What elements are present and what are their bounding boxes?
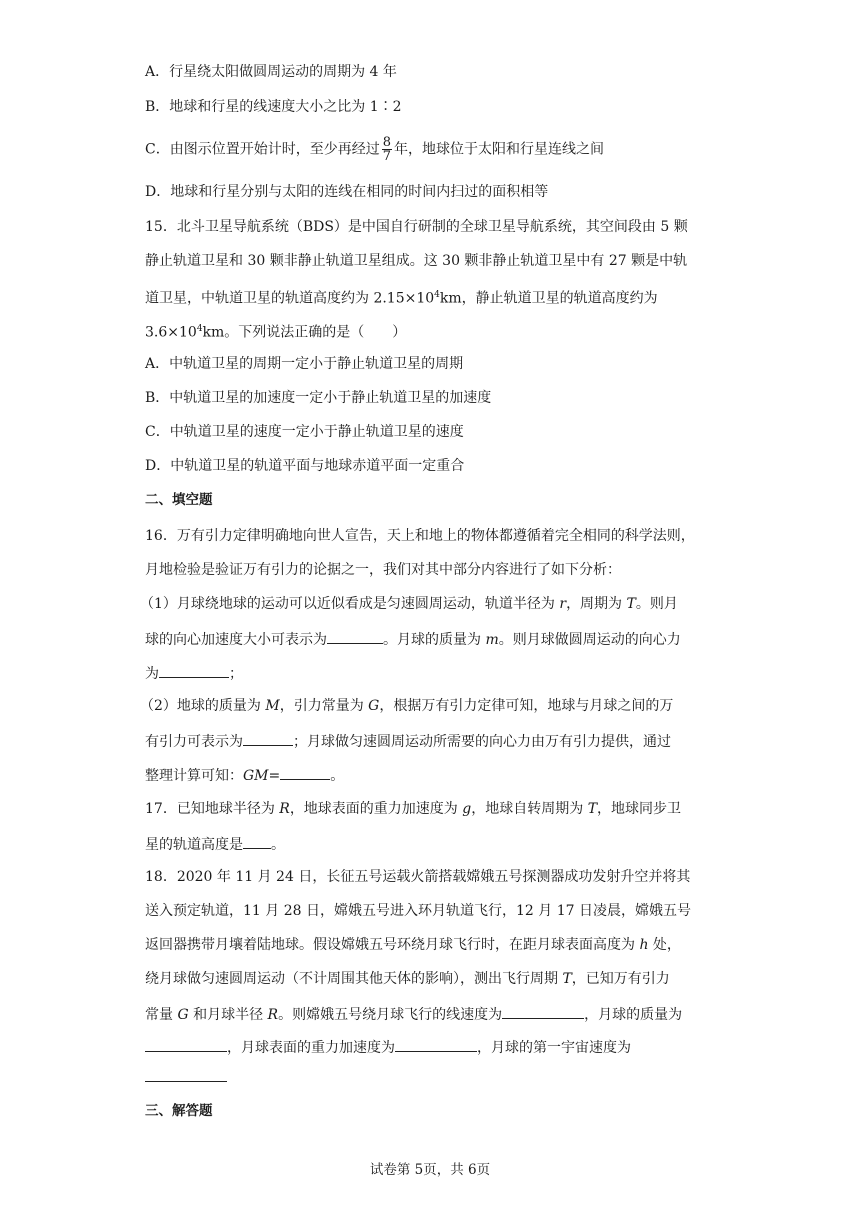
- answer-blank[interactable]: [243, 730, 293, 746]
- text: ，根据万有引力定律可知，地球与月球之间的万: [379, 698, 674, 714]
- q14-option-c-text: C．由图示位置开始计时，至少再经过: [145, 141, 380, 158]
- q17-stem-line2: [145, 833, 285, 855]
- text: ，周期为: [566, 596, 627, 612]
- text: 星的轨道高度是: [145, 837, 243, 853]
- answer-blank[interactable]: [145, 1066, 227, 1082]
- text: 。月球的质量为: [383, 632, 486, 648]
- variable: R: [267, 1007, 279, 1023]
- fraction-numerator: 8: [382, 135, 391, 150]
- text: 。则月: [635, 596, 678, 612]
- variable: G: [177, 1007, 189, 1023]
- q14-option-c-text-end: 年，地球位于太阳和行星连线之间: [394, 141, 604, 158]
- q18-stem-line7: [145, 1066, 227, 1088]
- text: ；月球做匀速圆周运动所需要的向心力由万有引力提供，通过: [293, 734, 671, 750]
- variable: m: [485, 632, 499, 648]
- text: km，静止轨道卫星的轨道高度约为: [439, 290, 658, 307]
- text: ，地球自转周期为: [471, 801, 588, 817]
- text: 处，: [648, 937, 681, 953]
- text: 道卫星，中轨道卫星的轨道高度约为 2.15×10: [145, 290, 435, 307]
- text: 3.6×10: [145, 324, 197, 341]
- text: 整理计算可知：: [145, 768, 243, 784]
- variable: T: [587, 801, 598, 817]
- text: 为: [145, 666, 159, 682]
- section-heading-fill-in: 二、填空题: [145, 492, 213, 508]
- q16-part2-line1: [140, 696, 673, 716]
- variable: GM: [243, 768, 269, 784]
- variable: T: [562, 971, 572, 987]
- q16-part2-line2: [145, 730, 671, 752]
- superscript: 4: [434, 290, 440, 300]
- answer-blank[interactable]: [395, 1036, 477, 1052]
- q16-stem-line2: 月地检验是验证万有引力的论据之一，我们对其中部分内容进行了如下分析：: [145, 562, 621, 578]
- variable: T: [626, 596, 636, 612]
- variable: G: [368, 698, 380, 714]
- variable: h: [639, 937, 649, 953]
- q15-option-b: B．中轨道卫星的加速度一定小于静止轨道卫星的加速度: [145, 390, 492, 406]
- q15-stem-line3: [145, 285, 658, 309]
- text: ，地球同步卫: [597, 801, 682, 817]
- text: 。: [330, 768, 345, 784]
- text: 有引力可表示为: [145, 734, 243, 750]
- q17-stem-line1: [145, 799, 681, 819]
- q15-stem-line1: 15．北斗卫星导航系统（BDS）是中国自行研制的全球卫星导航系统，其空间段由 5 颗: [145, 219, 688, 235]
- text: 绕月球做匀速圆周运动（不计周围其他天体的影响），测出飞行周期: [145, 971, 563, 987]
- text: ，已知万有引力: [571, 971, 670, 987]
- text: 返回器携带月壤着陆地球。假设嫦娥五号环绕月球飞行时，在距月球表面高度为: [145, 937, 640, 953]
- page-footer: 试卷第 5页，共 6页: [369, 1162, 491, 1178]
- text: ，引力常量为: [279, 698, 369, 714]
- text: 。则月球做圆周运动的向心力: [498, 632, 681, 648]
- answer-blank[interactable]: [327, 628, 383, 644]
- text: km。下列说法正确的是（ ）: [202, 324, 407, 341]
- q16-part2-line3: [145, 764, 344, 786]
- text: =: [268, 768, 281, 784]
- q16-stem-line1: 16．万有引力定律明确地向世人宣告，天上和地上的物体都遵循着完全相同的科学法则，: [145, 528, 695, 544]
- text: 常量: [145, 1007, 178, 1023]
- q15-option-c: C．中轨道卫星的速度一定小于静止轨道卫星的速度: [145, 424, 464, 440]
- answer-blank[interactable]: [145, 1036, 227, 1052]
- text: ，月球的质量为: [584, 1007, 683, 1023]
- q14-option-b: B．地球和行星的线速度大小之比为 1∶2: [145, 99, 402, 115]
- q18-stem-line4: [145, 969, 670, 989]
- answer-blank[interactable]: [280, 764, 330, 780]
- q14-option-d: D．地球和行星分别与太阳的连线在相同的时间内扫过的面积相等: [145, 184, 549, 200]
- text: ；: [229, 666, 243, 682]
- text: 17．已知地球半径为: [145, 801, 280, 817]
- q18-stem-line2: 送入预定轨道，11 月 28 日，嫦娥五号进入环月轨道飞行，12 月 17 日凌晨，嫦娥五号: [145, 903, 691, 919]
- q15-option-a: A．中轨道卫星的周期一定小于静止轨道卫星的周期: [145, 356, 464, 372]
- q15-stem-line2: 静止轨道卫星和 30 颗非静止轨道卫星组成。这 30 颗非静止轨道卫星中有 27 颗是中轨: [145, 253, 688, 269]
- text: 。: [271, 837, 285, 853]
- q16-part1-line1: [140, 594, 678, 614]
- text: ，月球的第一宇宙速度为: [477, 1040, 631, 1056]
- answer-blank[interactable]: [159, 662, 229, 678]
- q15-option-d: D．中轨道卫星的轨道平面与地球赤道平面一定重合: [145, 458, 465, 474]
- text: ，地球表面的重力加速度为: [289, 801, 463, 817]
- q15-stem-line4: [145, 319, 406, 343]
- text: 。则嫦娥五号绕月球飞行的线速度为: [278, 1007, 503, 1023]
- q14-option-c: [145, 136, 604, 163]
- answer-blank[interactable]: [502, 1003, 584, 1019]
- fraction-denominator: 7: [382, 149, 391, 164]
- variable: g: [462, 801, 472, 817]
- q14-option-a: A．行星绕太阳做圆周运动的周期为 4 年: [145, 64, 397, 80]
- superscript: 4: [196, 324, 203, 334]
- q16-part1-line3: [145, 662, 243, 684]
- answer-blank[interactable]: [243, 833, 271, 849]
- variable: M: [265, 698, 280, 714]
- text: 和月球半径: [188, 1007, 268, 1023]
- q18-stem-line3: [145, 935, 681, 955]
- fraction-8-7: [382, 136, 392, 163]
- q18-stem-line6: [145, 1036, 631, 1058]
- section-heading-solve: 三、解答题: [145, 1103, 213, 1119]
- text: ，月球表面的重力加速度为: [227, 1040, 395, 1056]
- text: （1）月球绕地球的运动可以近似看成是匀速圆周运动，轨道半径为: [140, 596, 560, 612]
- variable: r: [559, 596, 567, 612]
- text: 球的向心加速度大小可表示为: [145, 632, 327, 648]
- q16-part1-line2: [145, 628, 681, 650]
- text: （2）地球的质量为: [140, 698, 266, 714]
- q18-stem-line1: 18．2020 年 11 月 24 日，长征五号运载火箭搭载嫦娥五号探测器成功发射升空并将其: [145, 869, 691, 885]
- q18-stem-line5: [145, 1003, 682, 1025]
- variable: R: [279, 801, 290, 817]
